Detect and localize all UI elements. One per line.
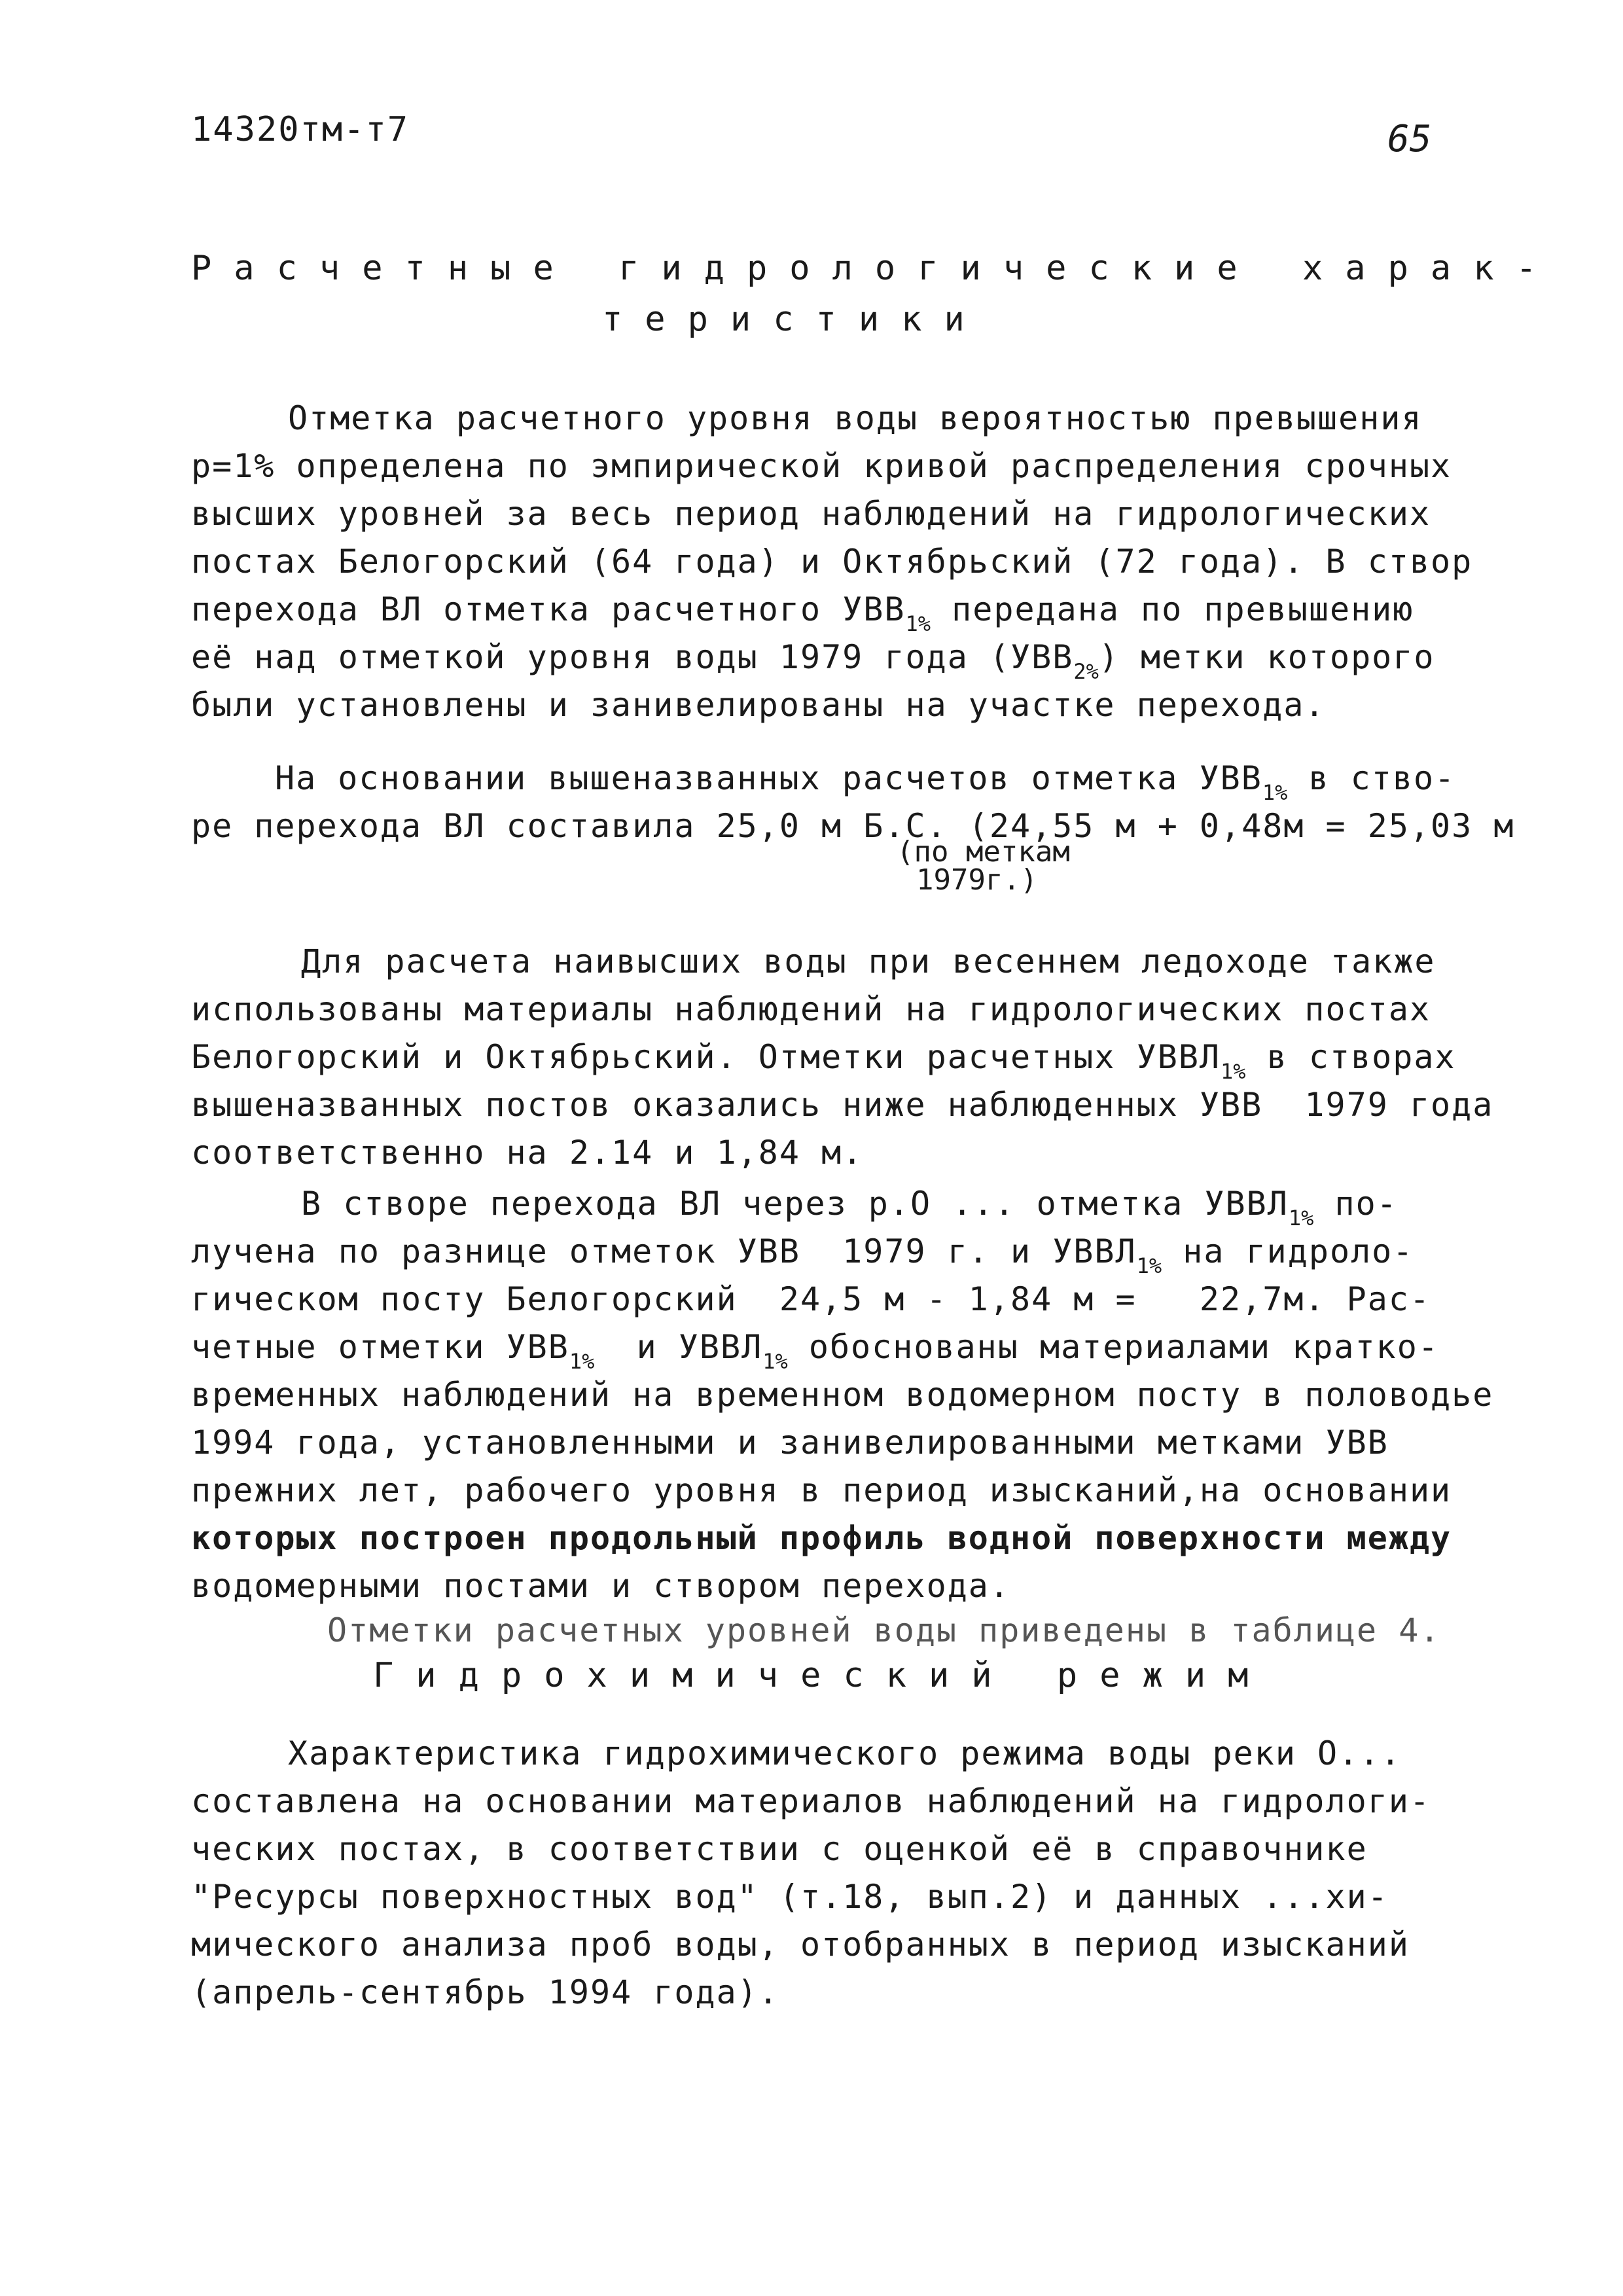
text-line: высших уровней за весь период наблюдений на гидрологических [191, 495, 1431, 533]
page-number: 65 [1387, 118, 1432, 160]
text-line: На основании вышеназванных расчетов отметка $УВВ_{1\%}$ в ство- [275, 759, 1456, 805]
text-line: Характеристика гидрохимического режима воды реки О... [288, 1734, 1402, 1772]
section-title-line2: теристики [602, 300, 987, 339]
text-line: водомерными постами и створом перехода. [191, 1567, 1010, 1605]
text-line: прежних лет, рабочего уровня в период изысканий,на основании [191, 1471, 1452, 1509]
text-line: Белогорский и Октябрьский. Отметки расчетных $УВВЛ_{1\%}$ в створах [191, 1038, 1456, 1084]
text-line: были установлены и занивелированы на участке перехода. [191, 686, 1326, 724]
text-line: составлена на основании материалов наблюдений на гидрологи- [191, 1782, 1431, 1820]
text-line: вышеназванных постов оказались ниже наблюденных УВВ 1979 года [191, 1086, 1494, 1124]
text-line: использованы материалы наблюдений на гидрологических постах [191, 990, 1431, 1028]
text-line: мического анализа проб воды, отобранных в период изысканий [191, 1926, 1410, 1964]
section-title: Гидрохимический режим [373, 1656, 1271, 1695]
text-line: ческих постах, в соответствии с оценкой её в справочнике [191, 1830, 1368, 1868]
text-line: "Ресурсы поверхностных вод" (т.18, вып.2) и данных ...хи- [191, 1878, 1389, 1916]
section-title-line1: Расчетные гидрологические харак- [191, 249, 1559, 288]
note-line: 1979г.) [916, 863, 1038, 897]
text-line: четные отметки $УВВ_{1\%}$ и $УВВЛ_{1\%}$ обоснованы материалами кратко- [191, 1328, 1439, 1374]
text-line: Для расчета наивысших воды при весеннем ледоходе также [301, 942, 1436, 980]
text-line: временных наблюдений на временном водомерном посту в половодье [191, 1376, 1494, 1414]
text-line: Отметка расчетного уровня воды вероятностью превышения [288, 399, 1423, 437]
text-line: соответственно на 2.14 и 1,84 м. [191, 1134, 864, 1172]
note-line: (по меткам [897, 835, 1070, 869]
text-line: гическом посту Белогорский 24,5 м - 1,84 м = 22,7м. Рас- [191, 1280, 1431, 1318]
text-line: её над отметкой уровня воды 1979 года $(УВВ_{2\%})$ метки которого [191, 638, 1435, 684]
text-line: постах Белогорский (64 года) и Октябрьский (72 года). В створ [191, 543, 1473, 581]
document-code: 14320тм-т7 [191, 110, 410, 149]
text-line: лучена по разнице отметок УВВ 1979 г. и $УВВЛ_{1\%}$ на гидроло- [191, 1232, 1414, 1278]
text-line: (апрель-сентябрь 1994 года). [191, 1973, 779, 2011]
text-line: р=1% определена по эмпирической кривой распределения срочных [191, 447, 1452, 485]
text-line: ре перехода ВЛ составила 25,0 м Б.С. (24,55 м + 0,48м = 25,03 м [191, 807, 1515, 845]
text-line: 1994 года, установленными и занивелированными метками УВВ [191, 1424, 1389, 1462]
text-line: Отметки расчетных уровней воды приведены в таблице 4. [327, 1611, 1441, 1649]
text-line: которых построен продольный профиль водной поверхности между [191, 1519, 1452, 1557]
text-line: В створе перехода ВЛ через р.О ... отметка $УВВЛ_{1\%}$ по- [301, 1185, 1398, 1230]
text-line: перехода ВЛ отметка расчетного $УВВ_{1\%}$ передана по превышению [191, 590, 1414, 636]
